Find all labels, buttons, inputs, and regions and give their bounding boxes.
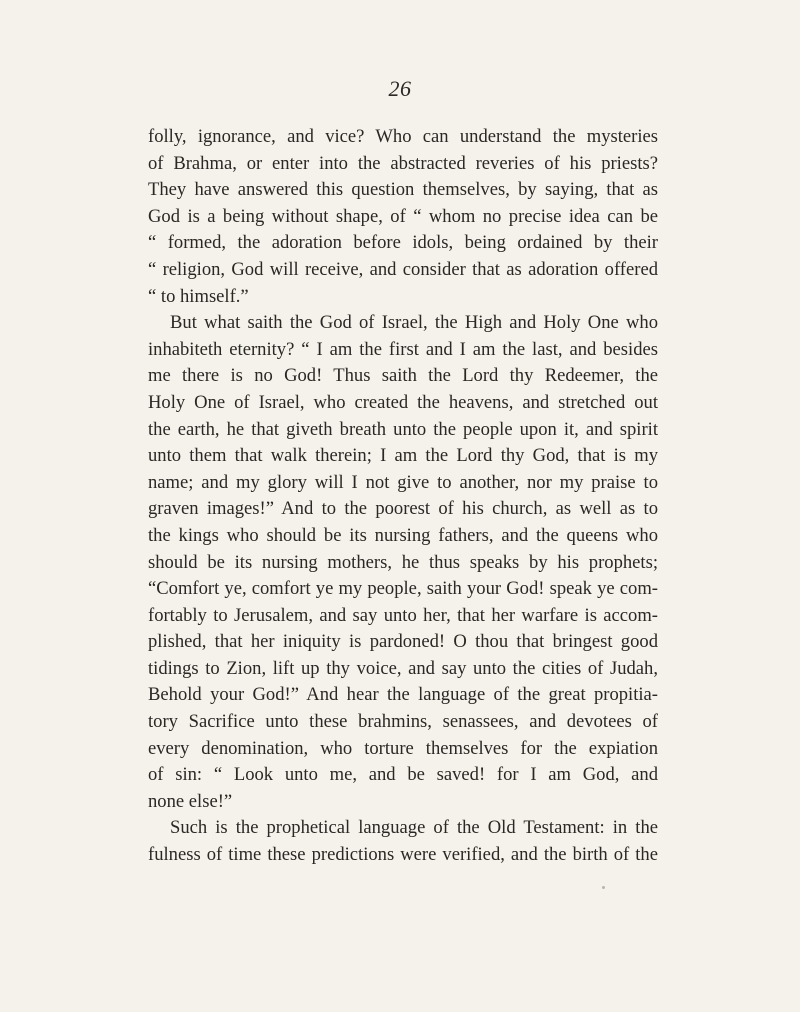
text-line: folly, ignorance, and vice? Who can understand the mysteries <box>148 126 658 147</box>
body-text <box>148 124 658 869</box>
text-line: “ formed, the adoration before idols, being ordained by their <box>148 232 658 254</box>
text-line: fortably to Jerusalem, and say unto her, that her warfare is accom- <box>148 604 658 626</box>
text-line: “Comfort ye, comfort ye my people, saith your God! speak ye com- <box>148 578 658 600</box>
text-line: “ to himself.” <box>148 285 249 307</box>
text-line: God is a being without shape, of “ whom no precise idea can be <box>148 205 658 227</box>
text-line: But what saith the God of Israel, the High and Holy One who <box>170 312 658 334</box>
text-line: fulness of time these predictions were verified, and the birth of the <box>148 844 658 866</box>
text-line: graven images!” And to the poorest of his church, as well as to <box>148 498 658 520</box>
text-line: They have answered this question themselves, by saying, that as <box>148 179 658 201</box>
text-line: Holy One of Israel, who created the heavens, and stretched out <box>148 391 658 413</box>
text-line: tory Sacrifice unto these brahmins, senassees, and devotees of <box>148 711 658 733</box>
page-number: 26 <box>388 76 412 101</box>
text-line: none else!” <box>148 790 233 812</box>
text-line: plished, that her iniquity is pardoned! O thou that bringest good <box>148 631 658 653</box>
text-line: the kings who should be its nursing fathers, and the queens who <box>148 524 658 546</box>
paper-speck <box>602 886 605 889</box>
text-line: tidings to Zion, lift up thy voice, and say unto the cities of Judah, <box>148 657 658 679</box>
text-line: every denomination, who torture themselves for the expiation <box>148 737 658 759</box>
text-line: inhabiteth eternity? “ I am the first and I am the last, and besides <box>148 338 658 360</box>
text-line: name; and my glory will I not give to another, nor my praise to <box>148 471 658 493</box>
text-line: the earth, he that giveth breath unto the people upon it, and spirit <box>148 418 658 440</box>
text-line: “ religion, God will receive, and consider that as adoration offered <box>148 258 658 280</box>
text-line: of sin: “ Look unto me, and be saved! for I am God, and <box>148 764 658 786</box>
text-line: unto them that walk therein; I am the Lord thy God, that is my <box>148 445 658 467</box>
text-line: should be its nursing mothers, he thus speaks by his prophets; <box>148 551 658 573</box>
text-line: of Brahma, or enter into the abstracted reveries of his priests? <box>148 152 658 174</box>
text-line: Behold your God!” And hear the language of the great propitia- <box>148 684 658 706</box>
text-line: me there is no God! Thus saith the Lord thy Redeemer, the <box>148 365 658 387</box>
text-line: Such is the prophetical language of the Old Testament: in the <box>170 817 658 839</box>
